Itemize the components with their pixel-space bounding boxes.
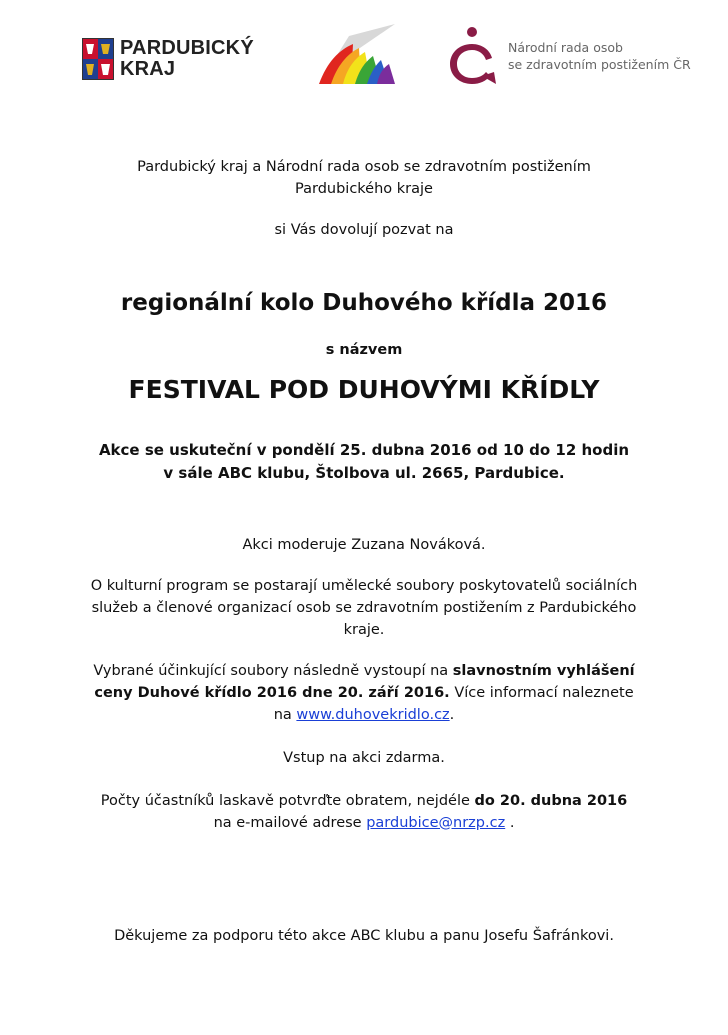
confirm-dot: . (509, 814, 515, 831)
rainbow-wing-logo-icon (317, 22, 397, 86)
nrzp-emblem-icon (446, 26, 498, 86)
selected-ensembles-line2 (80, 682, 648, 704)
entry-free-line: Vstup na akci zdarma. (283, 749, 445, 766)
event-venue: v sále ABC klubu, Štolbova ul. 2665, Pardubice. (163, 463, 565, 482)
confirm-pre: Počty účastníků laskavě potvrďte obratem, nejdéle (100, 792, 470, 809)
event-date: Akce se uskuteční v pondělí 25. dubna 2016 od 10 do 12 hodin (98, 440, 630, 459)
selected-bold2: ceny Duhové křídlo 2016 dne 20. září 2016. (94, 684, 450, 701)
organizers-line2: Pardubického kraje (295, 181, 433, 197)
kraj-logo-line2: KRAJ (120, 58, 176, 80)
selected-post: Více informací naleznete (454, 684, 634, 701)
email-link[interactable]: pardubice@nrzp.cz (366, 814, 506, 831)
kraj-logo-line1: PARDUBICKÝ (120, 37, 254, 59)
invite-line: si Vás dovolují pozvat na (274, 222, 454, 238)
program-line1: O kulturní program se postarají umělecké soubory poskytovatelů sociálních (90, 577, 638, 594)
moderator-line: Akci moderuje Zuzana Nováková. (242, 536, 486, 553)
organizers-line1: Pardubický kraj a Národní rada osob se zdravotním postižením (137, 159, 591, 175)
selected-ensembles-line3 (80, 704, 648, 726)
selected-pre: Vybrané účinkující soubory následně vystoupí na (93, 662, 449, 679)
confirm-line2 (80, 812, 648, 834)
nrzp-logo-line1: Národní rada osob (508, 40, 623, 55)
festival-name: FESTIVAL POD DUHOVÝMI KŘÍDLY (128, 374, 600, 404)
thanks-line: Děkujeme za podporu této akce ABC klubu a panu Josefu Šafránkovi. (114, 927, 614, 944)
confirm-line2-pre: na e-mailové adrese (213, 814, 362, 831)
invitation-body (80, 156, 648, 947)
program-line3: kraje. (343, 621, 385, 638)
program-line2: služeb a členové organizací osob se zdravotním postižením z Pardubického (91, 599, 637, 616)
selected-bold1: slavnostním vyhlášení (452, 662, 635, 679)
event-title: regionální kolo Duhového křídla 2016 (120, 290, 608, 316)
kraj-coat-of-arms-icon (82, 38, 114, 80)
selected-ensembles-line1 (80, 660, 648, 682)
nrzp-logo-line2: se zdravotním postižením ČR (508, 57, 691, 72)
website-link[interactable]: www.duhovekridlo.cz (296, 706, 450, 723)
nrzp-logo (446, 26, 691, 86)
selected-dot: . (449, 706, 455, 723)
selected-na: na (273, 706, 292, 723)
event-subtitle: s názvem (325, 342, 403, 358)
pardubicky-kraj-logo (82, 38, 254, 80)
confirm-deadline: do 20. dubna 2016 (474, 792, 628, 809)
confirm-line1 (80, 790, 648, 812)
